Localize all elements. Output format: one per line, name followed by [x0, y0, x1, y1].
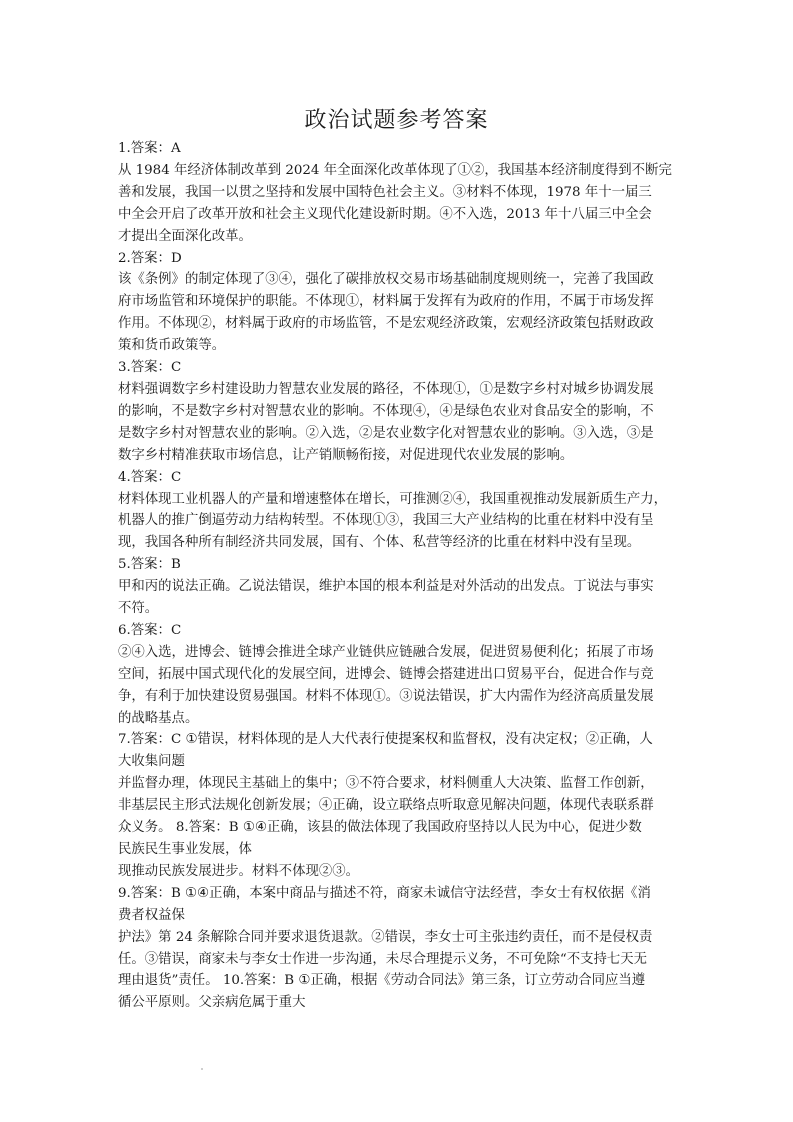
text-line: 7.答案：C ①错误，材料体现的是人大代表行使提案权和监督权，没有决定权；②正确，人	[118, 732, 653, 748]
text-line: 9.答案：B ①④正确，本案中商品与描述不符，商家未诚信守法经营，李女士有权依据《消	[118, 885, 651, 901]
text-line: 6.答案：C	[118, 622, 182, 638]
text-line: 善和发展，我国一以贯之坚持和发展中国特色社会主义。③材料不体现，1978 年十一届三	[118, 184, 652, 200]
text-line: 机器人的推广倒逼劳动力结构转型。不体现①③，我国三大产业结构的比重在材料中没有呈	[118, 513, 654, 529]
text-line: 空间，拓展中国式现代化的发展空间，进博会、链博会搭建进出口贸易平台，促进合作与竞	[118, 666, 654, 682]
text-line: 众义务。 8.答案：B ①④正确，该县的做法体现了我国政府坚持以人民为中心，促进少数	[118, 820, 642, 836]
text-line: 4.答案：C	[118, 469, 182, 485]
text-line: 甲和丙的说法正确。乙说法错误，维护本国的根本利益是对外活动的出发点。丁说法与事实	[118, 579, 654, 595]
text-line: 的战略基点。	[118, 710, 199, 726]
answer-text-body	[118, 138, 688, 1014]
text-line: 材料强调数字乡村建设助力智慧农业发展的路径，不体现①，①是数字乡村对城乡协调发展	[118, 381, 654, 397]
text-line: 并监督办理，体现民主基础上的集中；③不符合要求，材料侧重人大决策、监督工作创新，	[118, 776, 654, 792]
text-line: 循公平原则。父亲病危属于重大	[118, 995, 306, 1011]
text-line: 现，我国各种所有制经济共同发展，国有、个体、私营等经济的比重在材料中没有呈现。	[118, 535, 641, 551]
text-line: 材料体现工业机器人的产量和增速整体在增长，可推测②④，我国重视推动发展新质生产力，	[118, 491, 668, 507]
text-line: 护法》第 24 条解除合同并要求退货退款。②错误，李女士可主张违约责任，而不是侵权责	[118, 929, 653, 945]
text-line: 现推动民族发展进步。材料不体现②③。	[118, 863, 360, 879]
text-line: 费者权益保	[118, 907, 185, 923]
text-line: 作用。不体现②，材料属于政府的市场监管，不是宏观经济政策，宏观经济政策包括财政政	[118, 316, 654, 332]
stray-dot	[201, 1068, 203, 1070]
text-line: 大收集问题	[118, 754, 185, 770]
text-line: 该《条例》的制定体现了③④，强化了碳排放权交易市场基础制度规则统一，完善了我国政	[118, 272, 654, 288]
text-line: 才提出全面深化改革。	[118, 228, 252, 244]
text-line: 1.答案：A	[118, 141, 181, 156]
document-title: 政治试题参考答案	[304, 108, 489, 133]
text-line: 是数字乡村对智慧农业的影响。②入选，②是农业数字化对智慧农业的影响。③入选，③是	[118, 425, 654, 441]
text-line: 争，有利于加快建设贸易强国。材料不体现①。③说法错误，扩大内需作为经济高质量发展	[118, 688, 654, 704]
text-line: 3.答案：C	[118, 360, 182, 376]
text-line: 非基层民主形式法规化创新发展；④正确，设立联络点听取意见解决问题，体现代表联系群	[118, 798, 654, 814]
text-line: 民族民生事业发展，体	[118, 842, 252, 857]
text-line: 策和货币政策等。	[118, 338, 226, 354]
text-line: 的影响，不是数字乡村对智慧农业的影响。不体现④，④是绿色农业对食品安全的影响，不	[118, 403, 654, 419]
text-line: 府市场监管和环境保护的职能。不体现①，材料属于发挥有为政府的作用，不属于市场发挥	[118, 294, 654, 310]
text-line: 数字乡村精准获取市场信息，让产销顺畅衔接，对促进现代农业发展的影响。	[118, 447, 574, 463]
text-line: 中全会开启了改革开放和社会主义现代化建设新时期。④不入选，2013 年十八届三中全会	[118, 206, 652, 222]
text-line: 理由退货”责任。 10.答案：B ①正确，根据《劳动合同法》第三条，订立劳动合同应当遵	[118, 973, 646, 989]
text-line: 任。③错误，商家未与李女士作进一步沟通，未尽合理提示义务，不可免除“不支持七天无	[118, 951, 648, 967]
text-line: 从 1984 年经济体制改革到 2024 年全面深化改革体现了①②，我国基本经济制度得到不断完	[118, 162, 672, 178]
text-line: ②④入选，进博会、链博会推进全球产业链供应链融合发展，促进贸易便利化；拓展了市场	[118, 644, 654, 660]
text-line: 5.答案：B	[118, 557, 181, 573]
text-line: 2.答案：D	[118, 250, 182, 266]
text-line: 不符。	[118, 601, 159, 617]
